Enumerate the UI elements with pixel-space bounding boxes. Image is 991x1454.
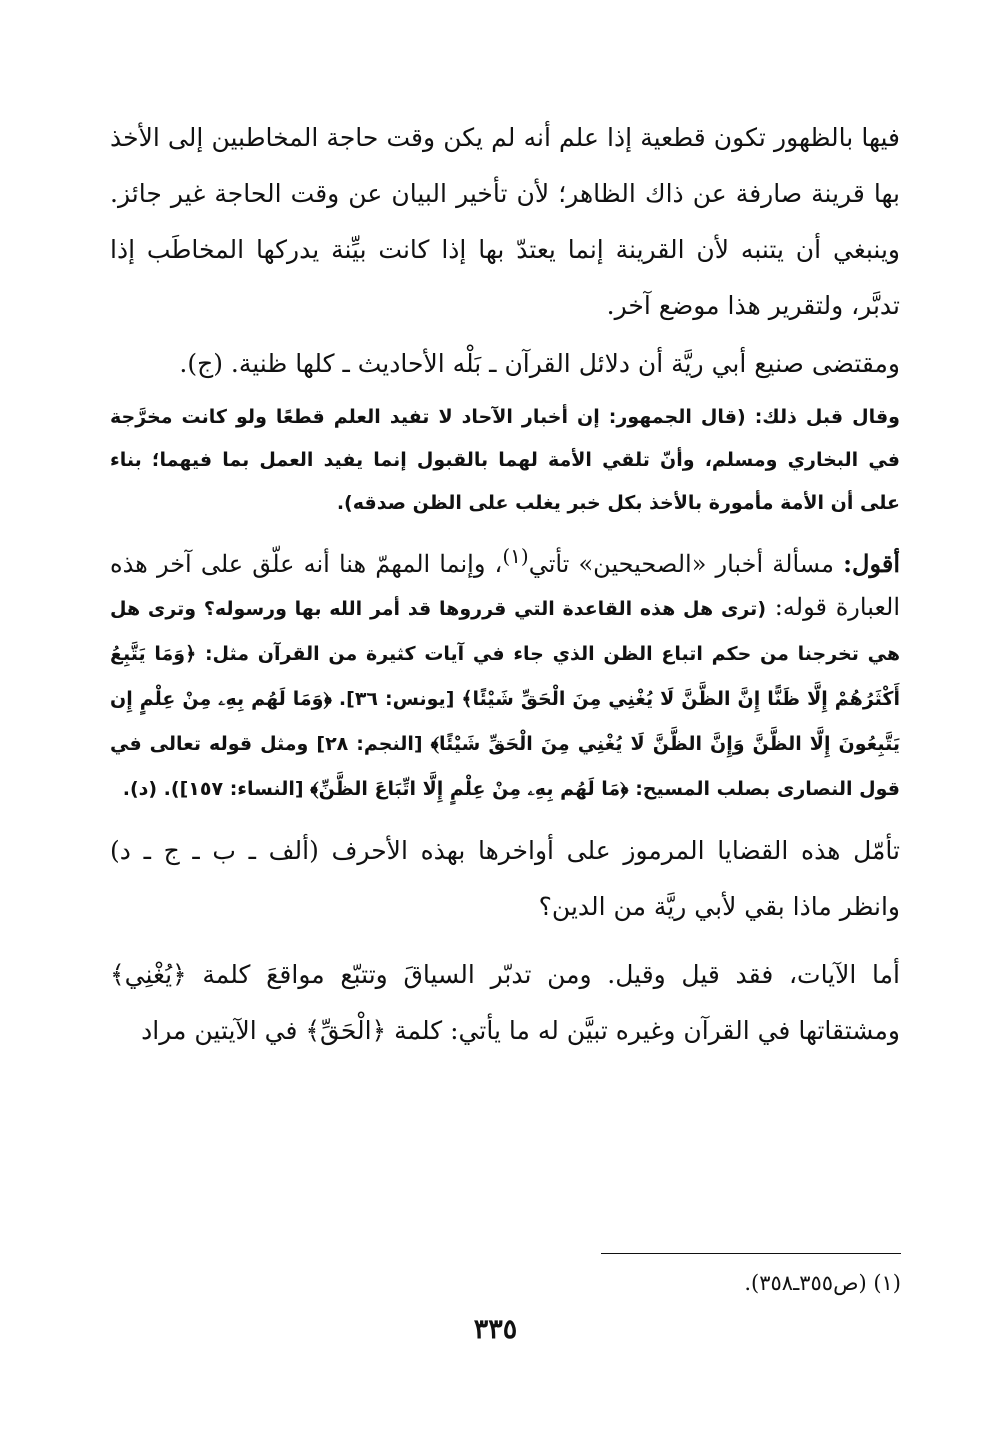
footnote-divider (601, 1253, 901, 1254)
paragraph-4-text: مسألة أخبار «الصحيحين» تأتي (528, 550, 844, 578)
paragraph-5: تأمّل هذه القضايا المرموز على أواخرها بهذه الأحرف (ألف ـ ب ـ ج ـ د) وانظر ماذا بقي لأبي ريَّة من الدين؟ (110, 836, 900, 921)
footnote-marker: (١) (502, 544, 529, 568)
page-body (110, 110, 900, 1059)
paragraph-6: أما الآيات، فقد قيل وقيل. ومن تدبّر السياقَ وتتبّع مواقعَ كلمة ﴿يُغْنِي﴾ ومشتقاتها في القرآن وغيره تبيَّن له ما يأتي: كلمة ﴿الْحَقِّ﴾ في الآيتين مراد (110, 960, 900, 1045)
paragraph-4 (110, 535, 900, 811)
page-number: ٣٣٥ (473, 1314, 518, 1345)
footnote: (١) (ص٣٥٥ـ٣٥٨). (744, 1271, 901, 1295)
quoted-comment: (ترى هل هذه القاعدة التي قرروها قد أمر الله بها ورسوله؟ وترى هل هي تخرجنا من حكم اتباع الظن الذي جاء في آيات كثيرة من القرآن مثل: ﴿وَمَا يَتَّبِعُ أَكْثَرُهُمْ إِلَّا ظَنًّا إِنَّ الظَّنَّ لَا يُغْنِي مِنَ الْحَقِّ شَيْئًا﴾ [يونس: ٣٦]. ﴿وَمَا لَهُم بِهِۦ مِنْ عِلْمٍ إِن يَتَّبِعُونَ إِلَّا الظَّنَّ وَإِنَّ الظَّنَّ لَا يُغْنِي مِنَ الْحَقِّ شَيْئًا﴾ [النجم: ٢٨] ومثل قوله تعالى في قول النصارى بصلب المسيح: ﴿مَا لَهُم بِهِۦ مِنْ عِلْمٍ إِلَّا اتِّبَاعَ الظَّنِّ﴾ [النساء: ١٥٧]). (د). (110, 598, 900, 800)
paragraph-4-text-2: ، وإنما المهمّ هنا أنه علّق على آخر هذه العبارة قوله: (110, 550, 901, 621)
quoted-paragraph: وقال قبل ذلك: (قال الجمهور: إن أخبار الآحاد لا تفيد العلم قطعًا ولو كانت مخرَّجة في البخاري ومسلم، وأنّ تلقي الأمة لهما بالقبول إنما يفيد العمل بما فيهما؛ بناء على أن الأمة مأمورة بالأخذ بكل خبر يغلب على الظن صدقه). (110, 406, 900, 514)
paragraph-1: فيها بالظهور تكون قطعية إذا علم أنه لم يكن وقت حاجة المخاطبين إلى الأخذ بها قرينة صارفة عن ذاك الظاهر؛ لأن تأخير البيان عن وقت الحاجة غير جائز. وينبغي أن يتنبه لأن القرينة إنما يعتدّ بها إذا كانت بيِّنة يدركها المخاطَب إذا تدبَّر، ولتقرير هذا موضع آخر. (110, 123, 900, 320)
lead-word: أقول: (843, 549, 901, 578)
paragraph-2: ومقتضى صنيع أبي ريَّة أن دلائل القرآن ـ بَلْه الأحاديث ـ كلها ظنية. (ج). (179, 349, 900, 378)
